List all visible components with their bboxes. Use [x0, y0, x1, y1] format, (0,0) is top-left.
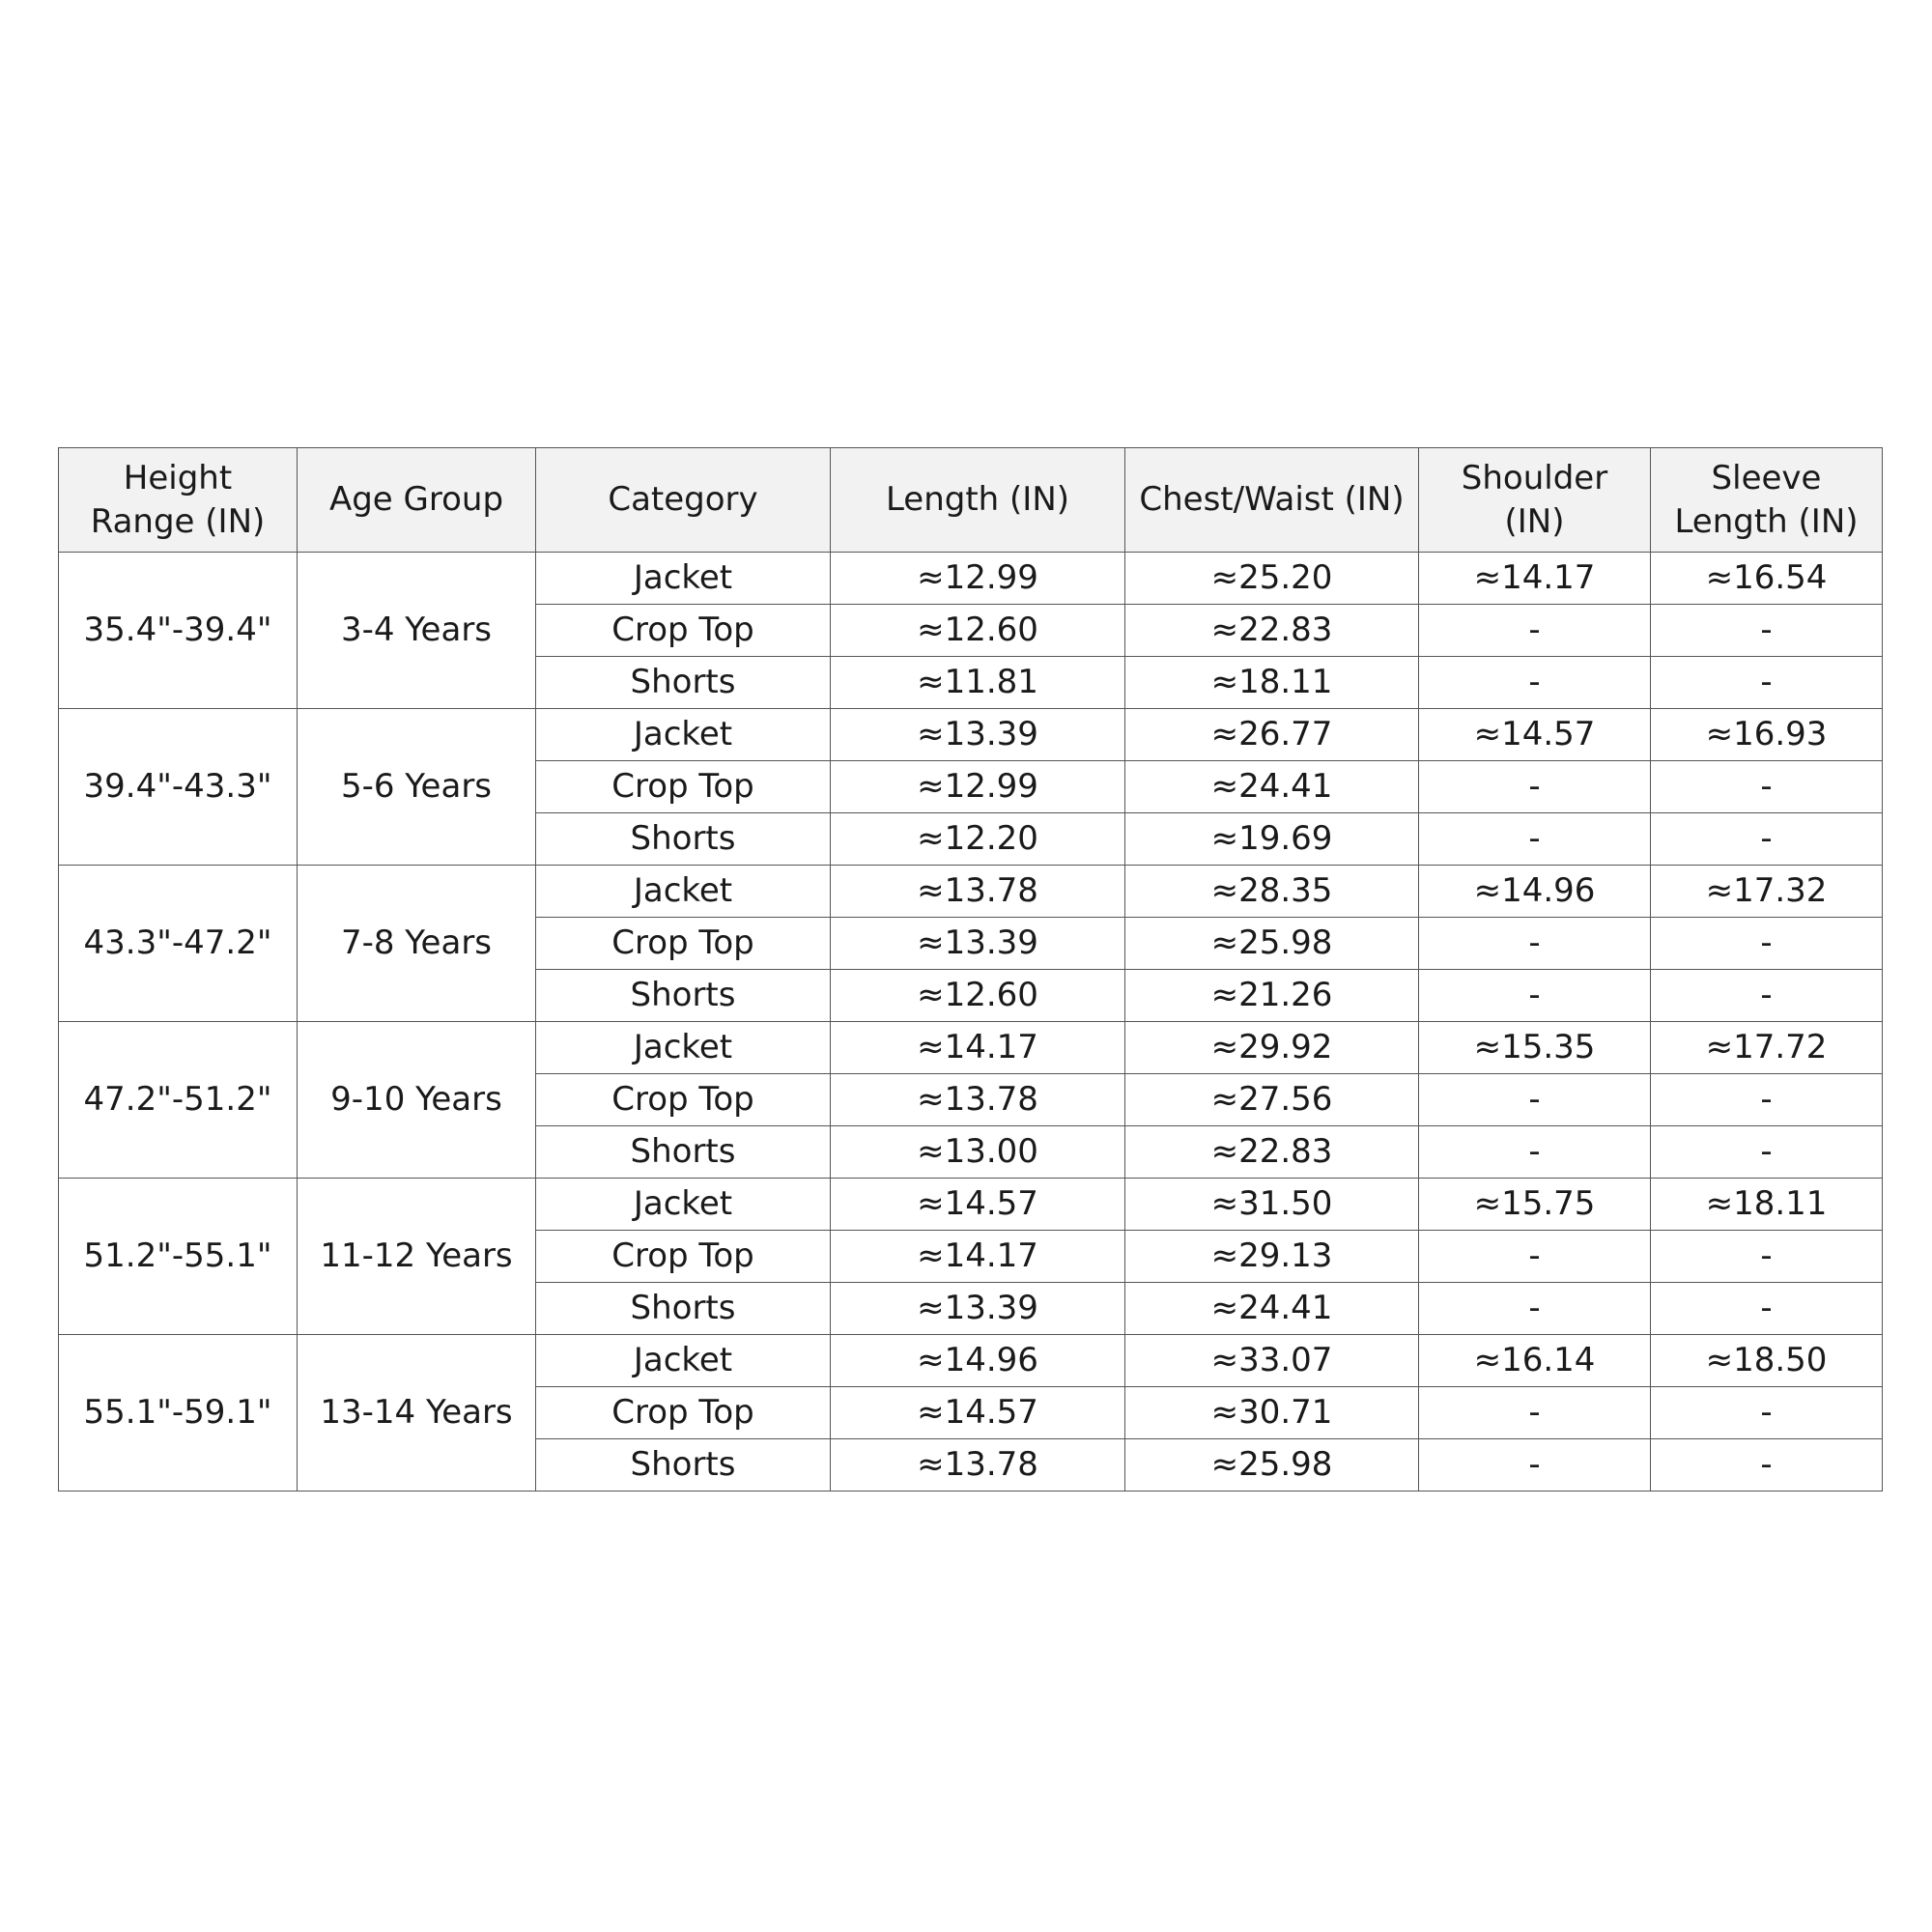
- shoulder-cell: -: [1419, 605, 1651, 657]
- length-cell: ≈12.20: [831, 813, 1125, 866]
- sleeve-length-cell: -: [1651, 1283, 1883, 1335]
- sleeve-length-cell: -: [1651, 1231, 1883, 1283]
- height-range-cell: 55.1"-59.1": [59, 1335, 298, 1492]
- shoulder-cell: ≈14.17: [1419, 553, 1651, 605]
- length-cell: ≈12.99: [831, 553, 1125, 605]
- sleeve-length-cell: ≈16.93: [1651, 709, 1883, 761]
- chest-waist-cell: ≈22.83: [1125, 1126, 1419, 1179]
- length-cell: ≈12.60: [831, 970, 1125, 1022]
- table-header: [59, 448, 1883, 553]
- category-cell: Crop Top: [536, 1074, 831, 1126]
- sleeve-length-cell: -: [1651, 657, 1883, 709]
- sleeve-length-cell: -: [1651, 813, 1883, 866]
- shoulder-cell: -: [1419, 918, 1651, 970]
- age-group-cell: 3-4 Years: [298, 553, 536, 709]
- shoulder-cell: -: [1419, 1387, 1651, 1439]
- category-cell: Shorts: [536, 1126, 831, 1179]
- height-range-cell: 51.2"-55.1": [59, 1179, 298, 1335]
- header-age-group: Age Group: [298, 448, 536, 553]
- length-cell: ≈14.17: [831, 1022, 1125, 1074]
- shoulder-cell: -: [1419, 1283, 1651, 1335]
- chest-waist-cell: ≈19.69: [1125, 813, 1419, 866]
- header-length: Length (IN): [831, 448, 1125, 553]
- sleeve-length-cell: ≈18.50: [1651, 1335, 1883, 1387]
- age-group-cell: 9-10 Years: [298, 1022, 536, 1179]
- category-cell: Shorts: [536, 1439, 831, 1492]
- chest-waist-cell: ≈25.98: [1125, 918, 1419, 970]
- chest-waist-cell: ≈28.35: [1125, 866, 1419, 918]
- length-cell: ≈13.39: [831, 1283, 1125, 1335]
- chest-waist-cell: ≈24.41: [1125, 761, 1419, 813]
- category-cell: Jacket: [536, 1335, 831, 1387]
- shoulder-cell: ≈16.14: [1419, 1335, 1651, 1387]
- header-category: Category: [536, 448, 831, 553]
- shoulder-cell: -: [1419, 1231, 1651, 1283]
- chest-waist-cell: ≈29.92: [1125, 1022, 1419, 1074]
- sleeve-length-cell: -: [1651, 761, 1883, 813]
- length-cell: ≈13.00: [831, 1126, 1125, 1179]
- length-cell: ≈14.96: [831, 1335, 1125, 1387]
- age-group-cell: 5-6 Years: [298, 709, 536, 866]
- chest-waist-cell: ≈30.71: [1125, 1387, 1419, 1439]
- length-cell: ≈11.81: [831, 657, 1125, 709]
- length-cell: ≈13.78: [831, 866, 1125, 918]
- header-shoulder: Shoulder (IN): [1419, 448, 1651, 553]
- table-row: [59, 1179, 1883, 1231]
- shoulder-cell: -: [1419, 1439, 1651, 1492]
- shoulder-cell: ≈15.75: [1419, 1179, 1651, 1231]
- sleeve-length-cell: -: [1651, 1439, 1883, 1492]
- category-cell: Shorts: [536, 657, 831, 709]
- sleeve-length-cell: -: [1651, 1074, 1883, 1126]
- shoulder-cell: ≈14.96: [1419, 866, 1651, 918]
- sleeve-length-cell: ≈18.11: [1651, 1179, 1883, 1231]
- category-cell: Crop Top: [536, 605, 831, 657]
- shoulder-cell: ≈14.57: [1419, 709, 1651, 761]
- shoulder-cell: -: [1419, 1126, 1651, 1179]
- length-cell: ≈14.17: [831, 1231, 1125, 1283]
- chest-waist-cell: ≈26.77: [1125, 709, 1419, 761]
- chest-waist-cell: ≈27.56: [1125, 1074, 1419, 1126]
- category-cell: Shorts: [536, 1283, 831, 1335]
- header-height-range: Height Range (IN): [59, 448, 298, 553]
- category-cell: Crop Top: [536, 761, 831, 813]
- header-chest-waist: Chest/Waist (IN): [1125, 448, 1419, 553]
- chest-waist-cell: ≈25.98: [1125, 1439, 1419, 1492]
- shoulder-cell: ≈15.35: [1419, 1022, 1651, 1074]
- height-range-cell: 35.4"-39.4": [59, 553, 298, 709]
- category-cell: Crop Top: [536, 918, 831, 970]
- table-row: [59, 866, 1883, 918]
- header-row: [59, 448, 1883, 553]
- size-chart-table: [58, 447, 1883, 1492]
- length-cell: ≈14.57: [831, 1387, 1125, 1439]
- sleeve-length-cell: -: [1651, 970, 1883, 1022]
- chest-waist-cell: ≈33.07: [1125, 1335, 1419, 1387]
- category-cell: Shorts: [536, 813, 831, 866]
- sleeve-length-cell: -: [1651, 605, 1883, 657]
- length-cell: ≈13.78: [831, 1439, 1125, 1492]
- length-cell: ≈12.99: [831, 761, 1125, 813]
- age-group-cell: 13-14 Years: [298, 1335, 536, 1492]
- table-row: [59, 553, 1883, 605]
- category-cell: Jacket: [536, 1022, 831, 1074]
- chest-waist-cell: ≈25.20: [1125, 553, 1419, 605]
- shoulder-cell: -: [1419, 761, 1651, 813]
- category-cell: Jacket: [536, 866, 831, 918]
- table-row: [59, 709, 1883, 761]
- category-cell: Crop Top: [536, 1231, 831, 1283]
- length-cell: ≈13.78: [831, 1074, 1125, 1126]
- shoulder-cell: -: [1419, 813, 1651, 866]
- age-group-cell: 11-12 Years: [298, 1179, 536, 1335]
- sleeve-length-cell: -: [1651, 918, 1883, 970]
- chest-waist-cell: ≈18.11: [1125, 657, 1419, 709]
- length-cell: ≈13.39: [831, 709, 1125, 761]
- table-row: [59, 1022, 1883, 1074]
- height-range-cell: 43.3"-47.2": [59, 866, 298, 1022]
- chest-waist-cell: ≈21.26: [1125, 970, 1419, 1022]
- age-group-cell: 7-8 Years: [298, 866, 536, 1022]
- sleeve-length-cell: -: [1651, 1126, 1883, 1179]
- sleeve-length-cell: -: [1651, 1387, 1883, 1439]
- length-cell: ≈13.39: [831, 918, 1125, 970]
- shoulder-cell: -: [1419, 1074, 1651, 1126]
- category-cell: Crop Top: [536, 1387, 831, 1439]
- length-cell: ≈14.57: [831, 1179, 1125, 1231]
- table-body: [59, 553, 1883, 1492]
- category-cell: Jacket: [536, 1179, 831, 1231]
- chest-waist-cell: ≈22.83: [1125, 605, 1419, 657]
- category-cell: Jacket: [536, 709, 831, 761]
- shoulder-cell: -: [1419, 970, 1651, 1022]
- chest-waist-cell: ≈31.50: [1125, 1179, 1419, 1231]
- sleeve-length-cell: ≈16.54: [1651, 553, 1883, 605]
- sleeve-length-cell: ≈17.72: [1651, 1022, 1883, 1074]
- category-cell: Jacket: [536, 553, 831, 605]
- header-sleeve-length: Sleeve Length (IN): [1651, 448, 1883, 553]
- table-row: [59, 1335, 1883, 1387]
- height-range-cell: 39.4"-43.3": [59, 709, 298, 866]
- chest-waist-cell: ≈29.13: [1125, 1231, 1419, 1283]
- height-range-cell: 47.2"-51.2": [59, 1022, 298, 1179]
- category-cell: Shorts: [536, 970, 831, 1022]
- shoulder-cell: -: [1419, 657, 1651, 709]
- chest-waist-cell: ≈24.41: [1125, 1283, 1419, 1335]
- sleeve-length-cell: ≈17.32: [1651, 866, 1883, 918]
- length-cell: ≈12.60: [831, 605, 1125, 657]
